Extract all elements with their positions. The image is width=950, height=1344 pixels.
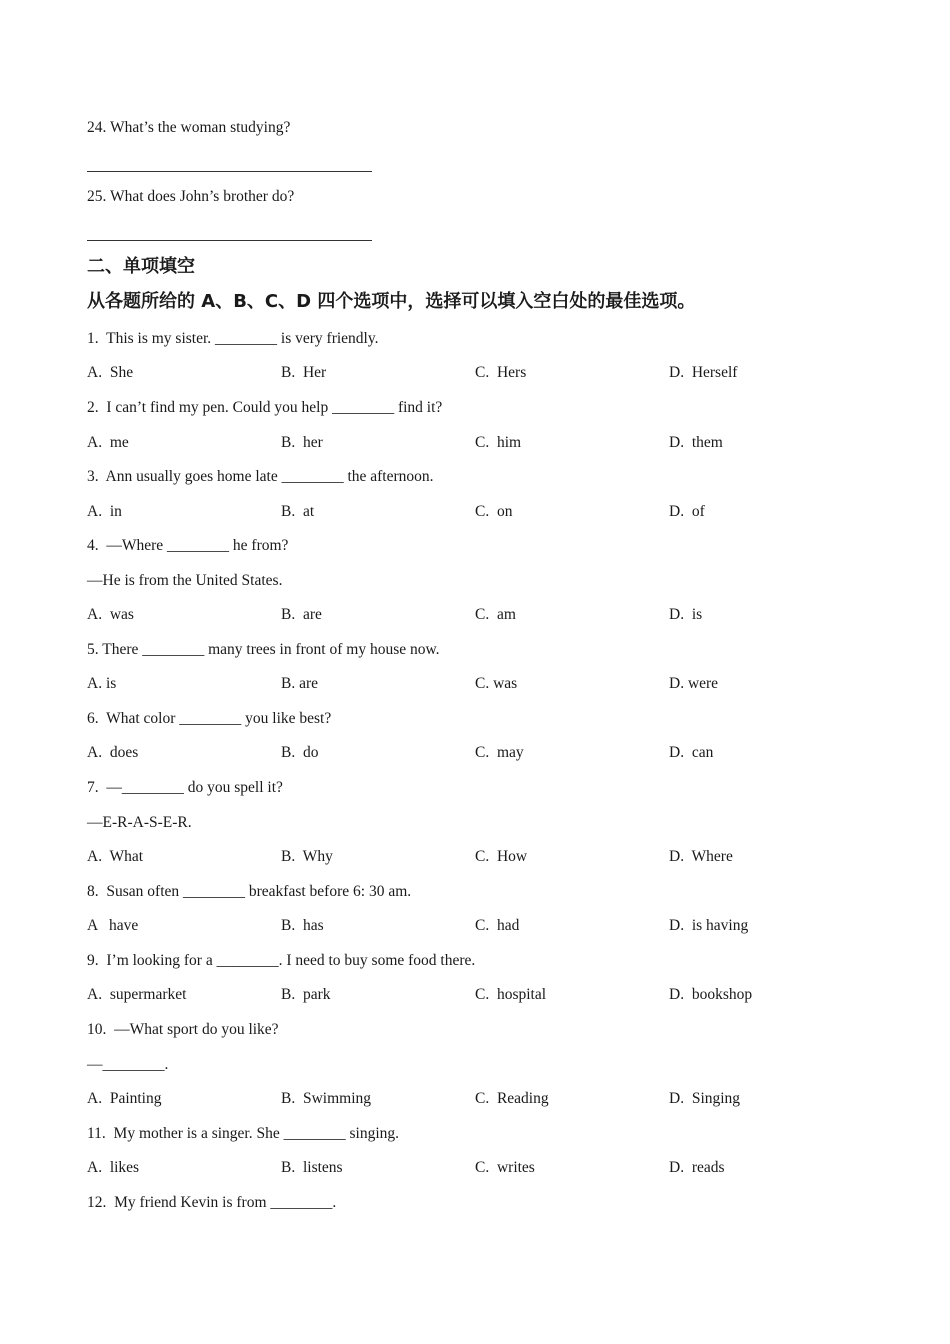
- option-c[interactable]: C. may: [475, 744, 524, 761]
- question-10: 10. —What sport do you like?: [87, 1021, 279, 1038]
- option-d[interactable]: D. bookshop: [669, 986, 753, 1003]
- option-b[interactable]: B. has: [281, 917, 324, 934]
- answer-line-24[interactable]: [87, 171, 372, 172]
- question-9: 9. I’m looking for a ________. I need to buy some food there.: [87, 952, 476, 969]
- option-a[interactable]: A. What: [87, 848, 144, 865]
- question-8: 8. Susan often ________ breakfast before 6: 30 am.: [87, 883, 412, 900]
- option-d[interactable]: D. Where: [669, 848, 733, 865]
- options-3: [87, 502, 867, 522]
- question-24: 24. What’s the woman studying?: [87, 119, 291, 136]
- option-d[interactable]: D. reads: [669, 1159, 725, 1176]
- question-3: 3. Ann usually goes home late ________ the afternoon.: [87, 468, 434, 485]
- options-5: [87, 674, 867, 694]
- option-b[interactable]: B. are: [281, 675, 319, 692]
- question-12: 12. My friend Kevin is from ________.: [87, 1194, 337, 1211]
- option-d[interactable]: D. Herself: [669, 364, 738, 381]
- option-d[interactable]: D. can: [669, 744, 714, 761]
- option-b[interactable]: B. Why: [281, 848, 333, 865]
- option-c[interactable]: C. am: [475, 606, 516, 623]
- question-1: 1. This is my sister. ________ is very friendly.: [87, 330, 379, 347]
- option-d[interactable]: D. is having: [669, 917, 749, 934]
- question-25: 25. What does John’s brother do?: [87, 188, 295, 205]
- question-5: 5. There ________ many trees in front of my house now.: [87, 641, 440, 658]
- option-a[interactable]: A. in: [87, 503, 122, 520]
- option-b[interactable]: B. are: [281, 606, 322, 623]
- option-c[interactable]: C. had: [475, 917, 520, 934]
- option-c[interactable]: C. Hers: [475, 364, 527, 381]
- option-a[interactable]: A. is: [87, 675, 117, 692]
- question-10-reply: —________.: [87, 1056, 169, 1073]
- question-7: 7. —________ do you spell it?: [87, 779, 283, 796]
- options-6: [87, 743, 867, 763]
- answer-line-25[interactable]: [87, 240, 372, 241]
- option-d[interactable]: D. were: [669, 675, 719, 692]
- options-8: [87, 916, 867, 936]
- option-a[interactable]: A. does: [87, 744, 139, 761]
- option-a[interactable]: A. was: [87, 606, 134, 623]
- question-4: 4. —Where ________ he from?: [87, 537, 289, 554]
- option-c[interactable]: C. Reading: [475, 1090, 549, 1107]
- option-b[interactable]: B. Her: [281, 364, 327, 381]
- option-b[interactable]: B. at: [281, 503, 315, 520]
- option-c[interactable]: C. writes: [475, 1159, 535, 1176]
- option-b[interactable]: B. park: [281, 986, 331, 1003]
- option-c[interactable]: C. on: [475, 503, 513, 520]
- option-a[interactable]: A. me: [87, 434, 129, 451]
- option-a[interactable]: A. likes: [87, 1159, 140, 1176]
- option-b[interactable]: B. Swimming: [281, 1090, 372, 1107]
- option-d[interactable]: D. is: [669, 606, 703, 623]
- options-10: [87, 1089, 867, 1109]
- options-2: [87, 433, 867, 453]
- option-c[interactable]: C. was: [475, 675, 518, 692]
- options-9: [87, 985, 867, 1005]
- option-a[interactable]: A. Painting: [87, 1090, 162, 1107]
- option-a[interactable]: A. supermarket: [87, 986, 187, 1003]
- option-d[interactable]: D. of: [669, 503, 705, 520]
- option-b[interactable]: B. do: [281, 744, 319, 761]
- section-title: 二、单项填空: [87, 256, 195, 277]
- option-c[interactable]: C. him: [475, 434, 522, 451]
- options-11: [87, 1158, 867, 1178]
- question-2: 2. I can’t find my pen. Could you help ________ find it?: [87, 399, 443, 416]
- section-instruction: 从各题所给的 A、B、C、D 四个选项中，选择可以填入空白处的最佳选项。: [87, 291, 696, 312]
- question-11: 11. My mother is a singer. She ________ singing.: [87, 1125, 399, 1142]
- option-b[interactable]: B. her: [281, 434, 323, 451]
- option-d[interactable]: D. Singing: [669, 1090, 741, 1107]
- question-6: 6. What color ________ you like best?: [87, 710, 332, 727]
- option-d[interactable]: D. them: [669, 434, 723, 451]
- options-1: [87, 363, 867, 383]
- option-c[interactable]: C. How: [475, 848, 528, 865]
- option-c[interactable]: C. hospital: [475, 986, 547, 1003]
- question-7-reply: —E-R-A-S-E-R.: [87, 814, 192, 831]
- options-4: [87, 605, 867, 625]
- option-b[interactable]: B. listens: [281, 1159, 343, 1176]
- options-7: [87, 847, 867, 867]
- option-a[interactable]: A have: [87, 917, 139, 934]
- question-4-reply: —He is from the United States.: [87, 572, 283, 589]
- option-a[interactable]: A. She: [87, 364, 134, 381]
